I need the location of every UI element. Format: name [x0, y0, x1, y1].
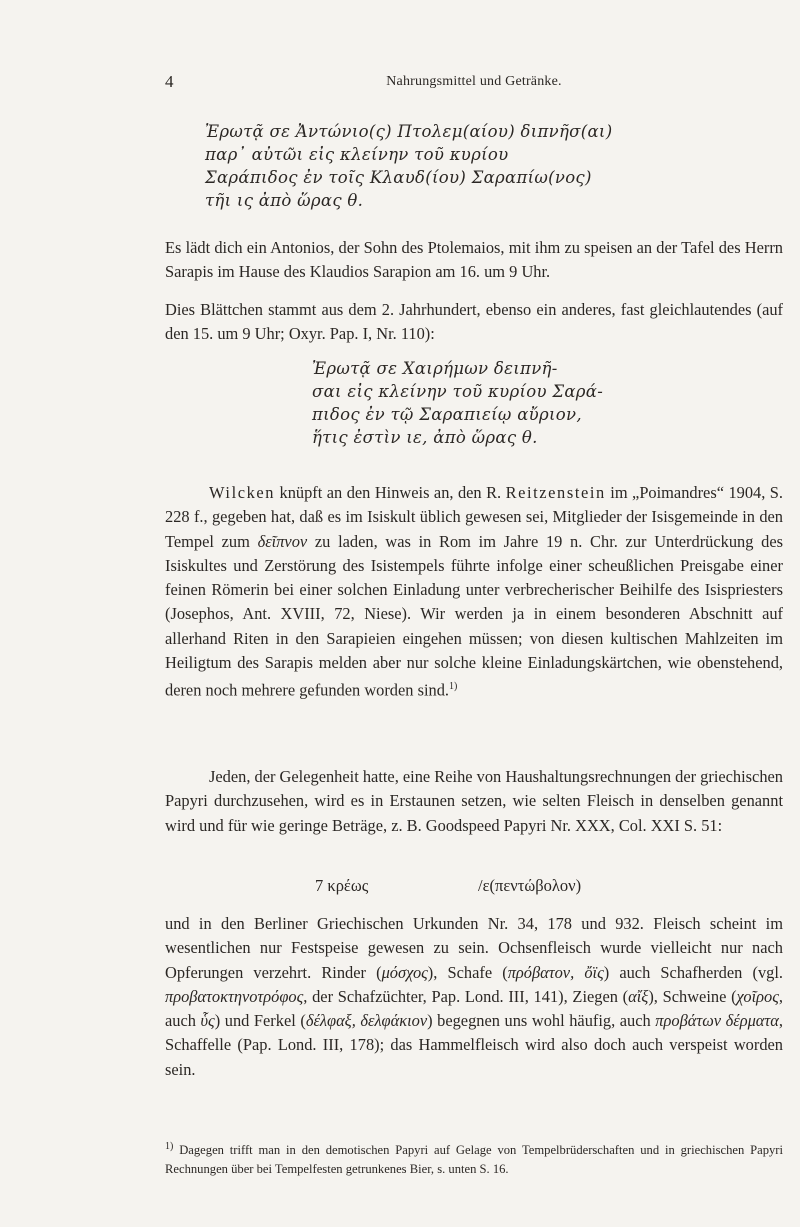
meat-paragraph: Jeden, der Gelegenheit hatte, eine Reihe von Haushaltungsrechnungen der griechischen Papyri durchzusehen, wird es in Erstaunen setzen, wie selten Fleisch in denselben genannt wird und für wie geringe Beträge, z. B. Goodspeed Papyri Nr. XXX, Col. XXI S. 51:: [165, 767, 783, 835]
footnote-marker: 1): [449, 681, 458, 693]
papyrus-entry: [165, 876, 783, 900]
footnote: [165, 1137, 783, 1179]
translation-paragraph: Es lädt dich ein Antonios, der Sohn des Ptolemaios, mit ihm zu speisen an der Tafel des Herrn Sarapis im Hause des Klaudios Sarapion am 16. um 9 Uhr.: [165, 238, 783, 282]
animals-paragraph: und in den Berliner Griechischen Urkunden Nr. 34, 178 und 932. Fleisch scheint im wesentlichen nur Festspeise gewesen zu sein. Ochsenfleisch wurde vielleicht nur nach Opferungen verzehrt. Rinder (μόσχος), Schafe (πρόβατον, ὄϊς) auch Schafherden (vgl. προβατοκτηνοτρόφος, der Schafzüchter, Pap. Lond. III, 141), Ziegen (αἴξ), Schweine (χοῖρος, auch ὗς) und Ferkel (δέλφαξ, δελφάκιον) begegnen uns wohl häufig, auch προβάτων δέρματα, Schaffelle (Pap. Lond. III, 178); das Hammelfleisch wird also doch auch verspeist worden sein.: [165, 914, 783, 1079]
greek-word: δέλφαξ, δελφάκιον: [305, 1011, 428, 1031]
greek-invitation-2: [312, 357, 603, 449]
greek-word: προβάτων δέρματα: [655, 1011, 779, 1031]
greek-line: ἥτις ἐστὶν ιε, ἀπὸ ὥρας θ.: [312, 428, 538, 447]
greek-word: προβατοκτηνοτρόφος: [165, 986, 304, 1006]
greek-word: δεῖπνον: [257, 531, 308, 551]
page-number: 4: [165, 72, 174, 91]
greek-line: πιδος ἐν τῷ Σαραπιείῳ αὔριον,: [312, 405, 582, 424]
footnote-text: Dagegen trifft man in den demotischen Papyri auf Gelage von Tempelbrüderschaften und in griechischen Papyri Rechnungen über bei Tempelfesten getrunkenes Bier, s. unten S. 16.: [165, 1143, 783, 1177]
greek-word: πρόβατον, ὄϊς: [507, 962, 604, 982]
greek-line: τῆι ις ἀπὸ ὥρας θ.: [205, 191, 364, 210]
author-name: Wilcken: [209, 483, 276, 502]
greek-line: σαι εἰς κλείνην τοῦ κυρίου Σαρά-: [312, 382, 604, 401]
greek-line: Ἐρωτᾷ σε Ἀντώνιο(ς) Πτολεμ(αίου) διπνῆσ(αι): [205, 122, 613, 141]
running-head: Nahrungsmittel und Getränke.: [386, 74, 562, 89]
greek-line: Σαράπιδος ἐν τοῖς Κλαυδ(ίου) Σαραπίω(νος): [205, 168, 592, 187]
greek-invitation-1: [205, 120, 612, 212]
greek-line: παρ᾽ αὐτῶι εἰς κλείνην τοῦ κυρίου: [205, 145, 509, 164]
wilcken-paragraph: Wilcken knüpft an den Hinweis an, den R. Reitzenstein im „Poimandres“ 1904, S. 228 f., gegeben hat, daß es im Isiskult üblich gewesen sei, Mitglieder der Isisgemeinde in den Tempel zum δεῖπνον zu laden, was in Rom im Jahre 19 n. Chr. zur Unterdrückung des Isiskultes und Zerstörung des Isistempels führte infolge einer scheußlichen Preisgabe einer feinen Römerin bei einer solchen Einladung unter verbrecherischer Beihilfe des Isispriesters (Josephos, Ant. XVIII, 72, Niese). Wir werden ja in einem besonderen Abschnitt auf allerhand Riten in den Sarapieien eingehen müssen; von diesen kultischen Mahlzeiten im Heiligtum des Sarapis melden aber nur solche kleine Einladungskärtchen, wie obenstehend, deren noch mehrere gefunden worden sind.$^{1)}$: [165, 483, 783, 700]
papyrus-price: /ε(πεντώβολον): [478, 876, 582, 895]
greek-line: Ἐρωτᾷ σε Χαιρήμων δειπνῆ-: [312, 359, 558, 378]
greek-word: αἴξ: [628, 986, 649, 1006]
source-paragraph: Dies Blättchen stammt aus dem 2. Jahrhundert, ebenso ein anderes, fast gleichlautendes (auf den 15. um 9 Uhr; Oxyr. Pap. I, Nr. 110):: [165, 300, 783, 344]
page-header: [165, 72, 783, 98]
author-name: Reitzenstein: [505, 483, 606, 502]
greek-word: μόσχος: [381, 962, 428, 982]
footnote-marker: 1): [165, 1141, 174, 1152]
papyrus-item: 7 κρέως: [315, 876, 369, 895]
greek-word: ὗς: [200, 1011, 215, 1031]
greek-word: χοῖρος: [736, 986, 779, 1006]
